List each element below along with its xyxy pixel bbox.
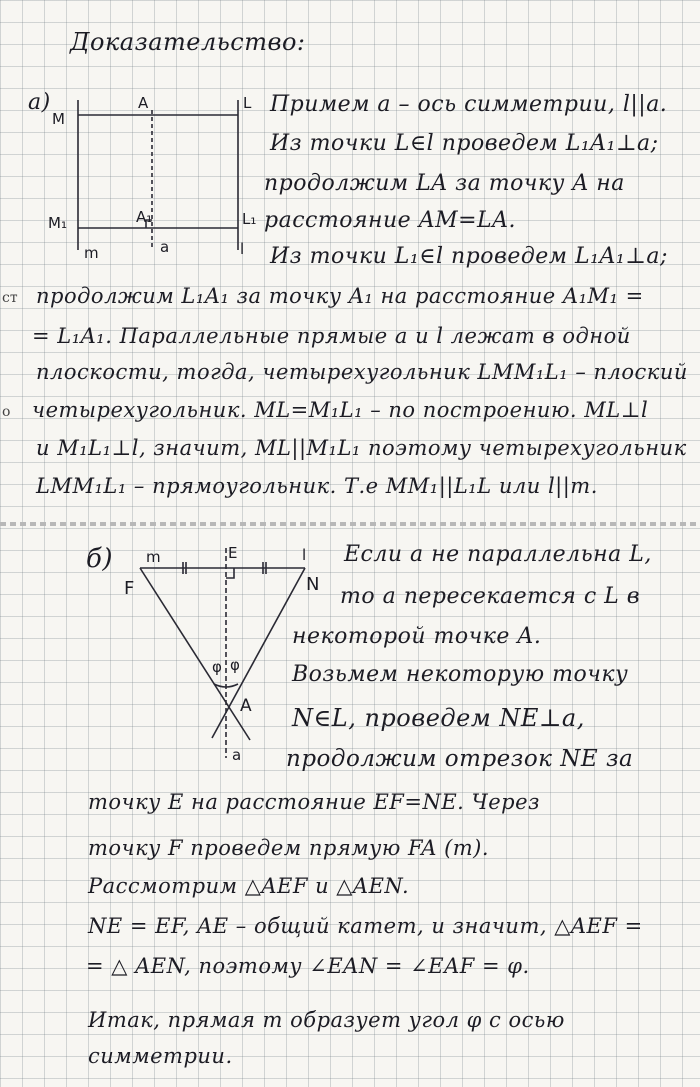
part-b-label-phi-left: φ <box>212 658 222 676</box>
part-b-label-a: a <box>232 746 242 764</box>
part-b-line-8: точку F проведем прямую FA (m). <box>88 836 490 860</box>
part-a-line-10: и M₁L₁⊥l, значит, ML||M₁L₁ поэтому четырехугольник <box>36 436 687 460</box>
part-b-label-m: m <box>146 548 161 566</box>
part-a-label-a: a <box>160 238 170 256</box>
part-b-line-10: NE = EF, AE – общий катет, и значит, △AEF = <box>88 914 643 938</box>
part-b-marker: б) <box>86 544 114 574</box>
part-a-line-9: четырехугольник. ML=M₁L₁ – по построению. ML⊥l <box>32 398 649 422</box>
part-a-label-L1: L₁ <box>242 210 257 228</box>
part-b-line-5: N∈L, проведем NE⊥a, <box>292 704 585 732</box>
part-b-line-4: Возьмем некоторую точку <box>292 662 629 687</box>
part-a-line-2: Из точки L∈l проведем L₁A₁⊥a; <box>270 131 659 156</box>
part-b-label-l: l <box>302 546 307 564</box>
part-b-line-13: симметрии. <box>88 1044 233 1068</box>
part-a-line-7: = L₁A₁. Параллельные прямые а и l лежат в одной <box>32 324 631 348</box>
part-b-label-phi-right: φ <box>230 656 240 674</box>
part-a-label-A: A <box>138 94 149 112</box>
part-b-line-6: продолжим отрезок NE за <box>286 746 634 772</box>
part-b-line-3: некоторой точке A. <box>292 624 542 649</box>
part-a-label-m: m <box>84 244 99 262</box>
part-b-label-F: F <box>124 578 135 599</box>
part-b-label-N: N <box>306 574 320 595</box>
margin-mark-2: о <box>2 404 11 420</box>
part-b-label-A: A <box>240 696 252 716</box>
part-a-label-M: M <box>52 110 65 128</box>
part-a-line-5: Из точки L₁∈l проведем L₁A₁⊥a; <box>270 244 668 269</box>
part-b-line-1: Если а не параллельна L, <box>344 542 652 567</box>
part-b-line-7: точку E на расстояние EF=NE. Через <box>88 790 540 814</box>
part-a-line-3: продолжим LA за точку A на <box>264 171 625 196</box>
part-a-line-6: продолжим L₁A₁ за точку A₁ на расстояние A₁M₁ = <box>36 284 644 308</box>
proof-heading: Доказательство: <box>70 28 306 56</box>
part-b-label-E: E <box>228 544 238 562</box>
part-b-line-9: Рассмотрим △AEF и △AEN. <box>88 874 410 898</box>
part-b-line-12: Итак, прямая m образует угол φ с осью <box>88 1008 565 1032</box>
part-a-line-11: LMM₁L₁ – прямоугольник. Т.е MM₁||L₁L или l||m. <box>36 474 598 498</box>
part-a-label-L: L <box>243 94 252 112</box>
part-a-label-l: l <box>240 240 245 258</box>
part-a-marker: а) <box>28 90 51 115</box>
part-a-line-8: плоскости, тогда, четырехугольник LMM₁L₁ – плоский <box>36 360 688 384</box>
part-b-line-11: = △ AEN, поэтому ∠EAN = ∠EAF = φ. <box>86 954 530 978</box>
margin-mark-1: ст <box>2 290 18 306</box>
part-a-line-4: расстояние AM=LA. <box>264 208 517 233</box>
part-b-line-2: то а пересекается с L в <box>340 584 641 609</box>
part-a-label-A1: A₁ <box>136 208 153 226</box>
part-a-line-1: Примем а – ось симметрии, l||a. <box>270 92 668 117</box>
part-a-label-M1: M₁ <box>48 214 67 232</box>
